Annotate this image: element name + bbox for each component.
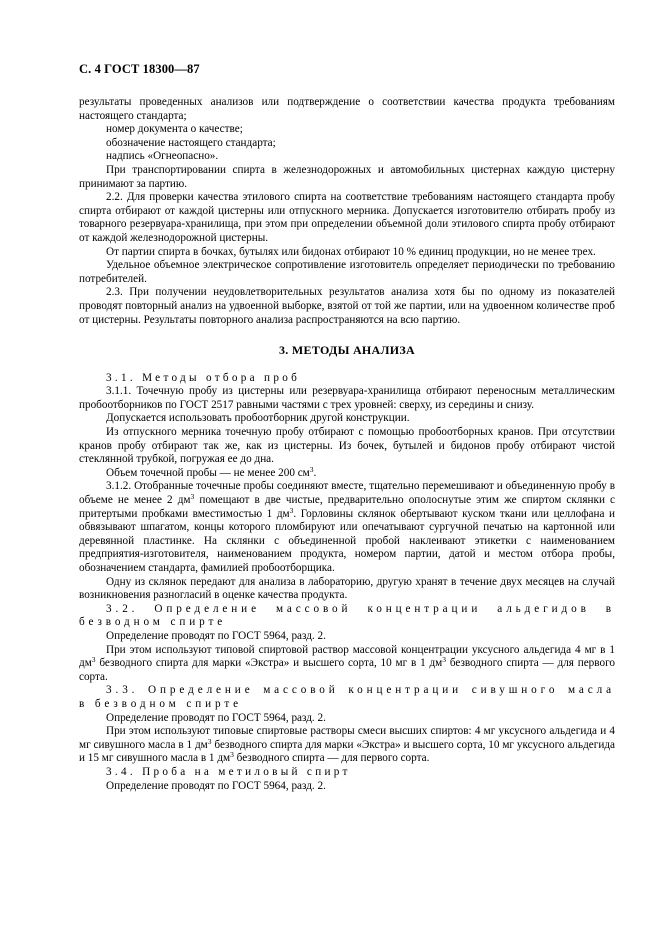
- superscript: 3: [230, 750, 234, 760]
- paragraph: результаты проведенных анализов или подтверждение о соответствии качества продукта требованиям настоящего стандарта;: [79, 96, 615, 122]
- text-run: . Горловины склянок обертывают куском ткани или целлофана и обвязывают шпагатом, концы которого пломбируют или опечатывают сургучной печатью на картонной или деревянной пластинке. На склянки с объединенной пробой наклеивают этикетки с наименованием предприятия-изготовителя, наименованием продукта, номером партии, датой и местом отбора пробы, обозначением стандарта, фамилией пробоотборщика.: [79, 507, 615, 574]
- text-run: 3.1.2. Отобранные точечные пробы соединяют вместе, тщательно перемешивают и объединенную пробу в объеме не менее 2 дм: [79, 480, 615, 507]
- superscript: 3: [309, 464, 314, 474]
- paragraph: Определение проводят по ГОСТ 5964, разд. 2.: [106, 779, 326, 792]
- text-run: При этом используют типовые спиртовые растворы смеси высших спиртов: 4 мг уксусного альдегида и 4 мг сивушного масла в 1 дм: [79, 725, 615, 751]
- paragraph: Одну из склянок передают для анализа в лабораторию, другую хранят в течение двух месяцев на случай возникновения разногласий в оценке качества продукта.: [79, 575, 615, 602]
- subsection-heading-3-4: 3.4. Проба на метиловый спирт: [106, 765, 351, 778]
- subsection-heading-3-1: 3.1. Методы отбора проб: [106, 371, 301, 384]
- text-run: помещают в две чистые, предварительно ополоснутые этим же спиртом склянки с притертыми пробками вместимостью 1 дм: [79, 494, 615, 520]
- document-body: [79, 96, 615, 793]
- paragraph: номер документа о качестве;: [106, 123, 243, 136]
- section-title: 3. МЕТОДЫ АНАЛИЗА: [279, 343, 415, 358]
- subsection-heading-3-3: 3.3. Определение массовой концентрации сивушного масла в безводном спирте: [79, 684, 615, 710]
- superscript: 3: [289, 505, 294, 515]
- page-header: С. 4 ГОСТ 18300—87: [79, 62, 200, 76]
- paragraph: обозначение настоящего стандарта;: [106, 136, 276, 149]
- subsection-heading-3-2: 3.2. Определение массовой концентрации альдегидов в безводном спирте: [79, 602, 615, 629]
- paragraph: Определение проводят по ГОСТ 5964, разд. 2.: [106, 711, 326, 724]
- paragraph: Допускается использовать пробоотборник другой конструкции.: [106, 412, 410, 425]
- text-run: безводного спирта — для первого сорта.: [79, 657, 615, 683]
- text-run: безводного спирта для марки «Экстра» и высшего сорта, 10 мг в 1 дм: [95, 657, 443, 670]
- superscript: 3: [207, 736, 212, 746]
- superscript: 3: [91, 655, 96, 665]
- superscript: 3: [190, 492, 195, 502]
- paragraph: Определение проводят по ГОСТ 5964, разд. 2.: [106, 629, 326, 642]
- paragraph-2-3: 2.3. При получении неудовлетворительных результатов анализа хотя бы по одному из показателей проводят повторный анализ на удвоенной выборке, взятой от той же партии, или на удвоенном количестве проб от цистерны. Результаты повторного анализа распространяются на всю партию.: [79, 286, 615, 326]
- paragraph: Из отпускного мерника точечную пробу отбирают с помощью пробоотборных кранов. При отсутствии кранов пробу отбирают так же, как из цистерны. Из бочек, бутылей и бидонов пробу отбирают чистой стеклянной трубкой, погружая ее до дна.: [79, 426, 615, 466]
- superscript: 3: [442, 655, 447, 665]
- paragraph: От партии спирта в бочках, бутылях или бидонах отбирают 10 % единиц продукции, но не менее трех.: [106, 245, 596, 258]
- text-run: безводного спирта — для первого сорта.: [233, 752, 430, 765]
- sample-volume-text: Объем точечной пробы — не менее 200 см: [106, 466, 310, 479]
- paragraph: надпись «Огнеопасно».: [106, 150, 219, 163]
- paragraph: [79, 725, 615, 766]
- paragraph: [79, 644, 615, 685]
- paragraph-3-1-1: 3.1.1. Точечную пробу из цистерны или резервуара-хранилища отбирают переносным металлическим пробоотборников по ГОСТ 2517 равными частями с трех уровней: сверху, из середины и снизу.: [79, 385, 615, 411]
- text-run: При этом используют типовой спиртовой раствор массовой концентрации уксусного альдегида 4 мг в 1 дм: [79, 643, 615, 670]
- paragraph-3-1-2: [79, 480, 615, 575]
- paragraph: При транспортировании спирта в железнодорожных и автомобильных цистернах каждую цистерну принимают за партию.: [79, 163, 615, 190]
- paragraph-sample-volume: Объем точечной пробы — не менее 200 $см^3$.: [106, 464, 317, 479]
- paragraph: Удельное объемное электрическое сопротивление изготовитель определяет периодически по требованию потребителей.: [79, 259, 615, 285]
- text-run: безводного спирта для марки «Экстра» и высшего сорта, 10 мг уксусного альдегида и 15 мг сивушного масла в 1 дм: [79, 738, 616, 765]
- paragraph-2-2: 2.2. Для проверки качества этилового спирта на соответствие требованиям настоящего стандарта пробу спирта отбирают от каждой цистерны или отпускного мерника. Допускается изготовителю отбирать пробу из товарного резервуара-хранилища, при этом при определении объемной доли этилового спирта пробу отбирают от каждой железнодорожной цистерны.: [79, 191, 615, 244]
